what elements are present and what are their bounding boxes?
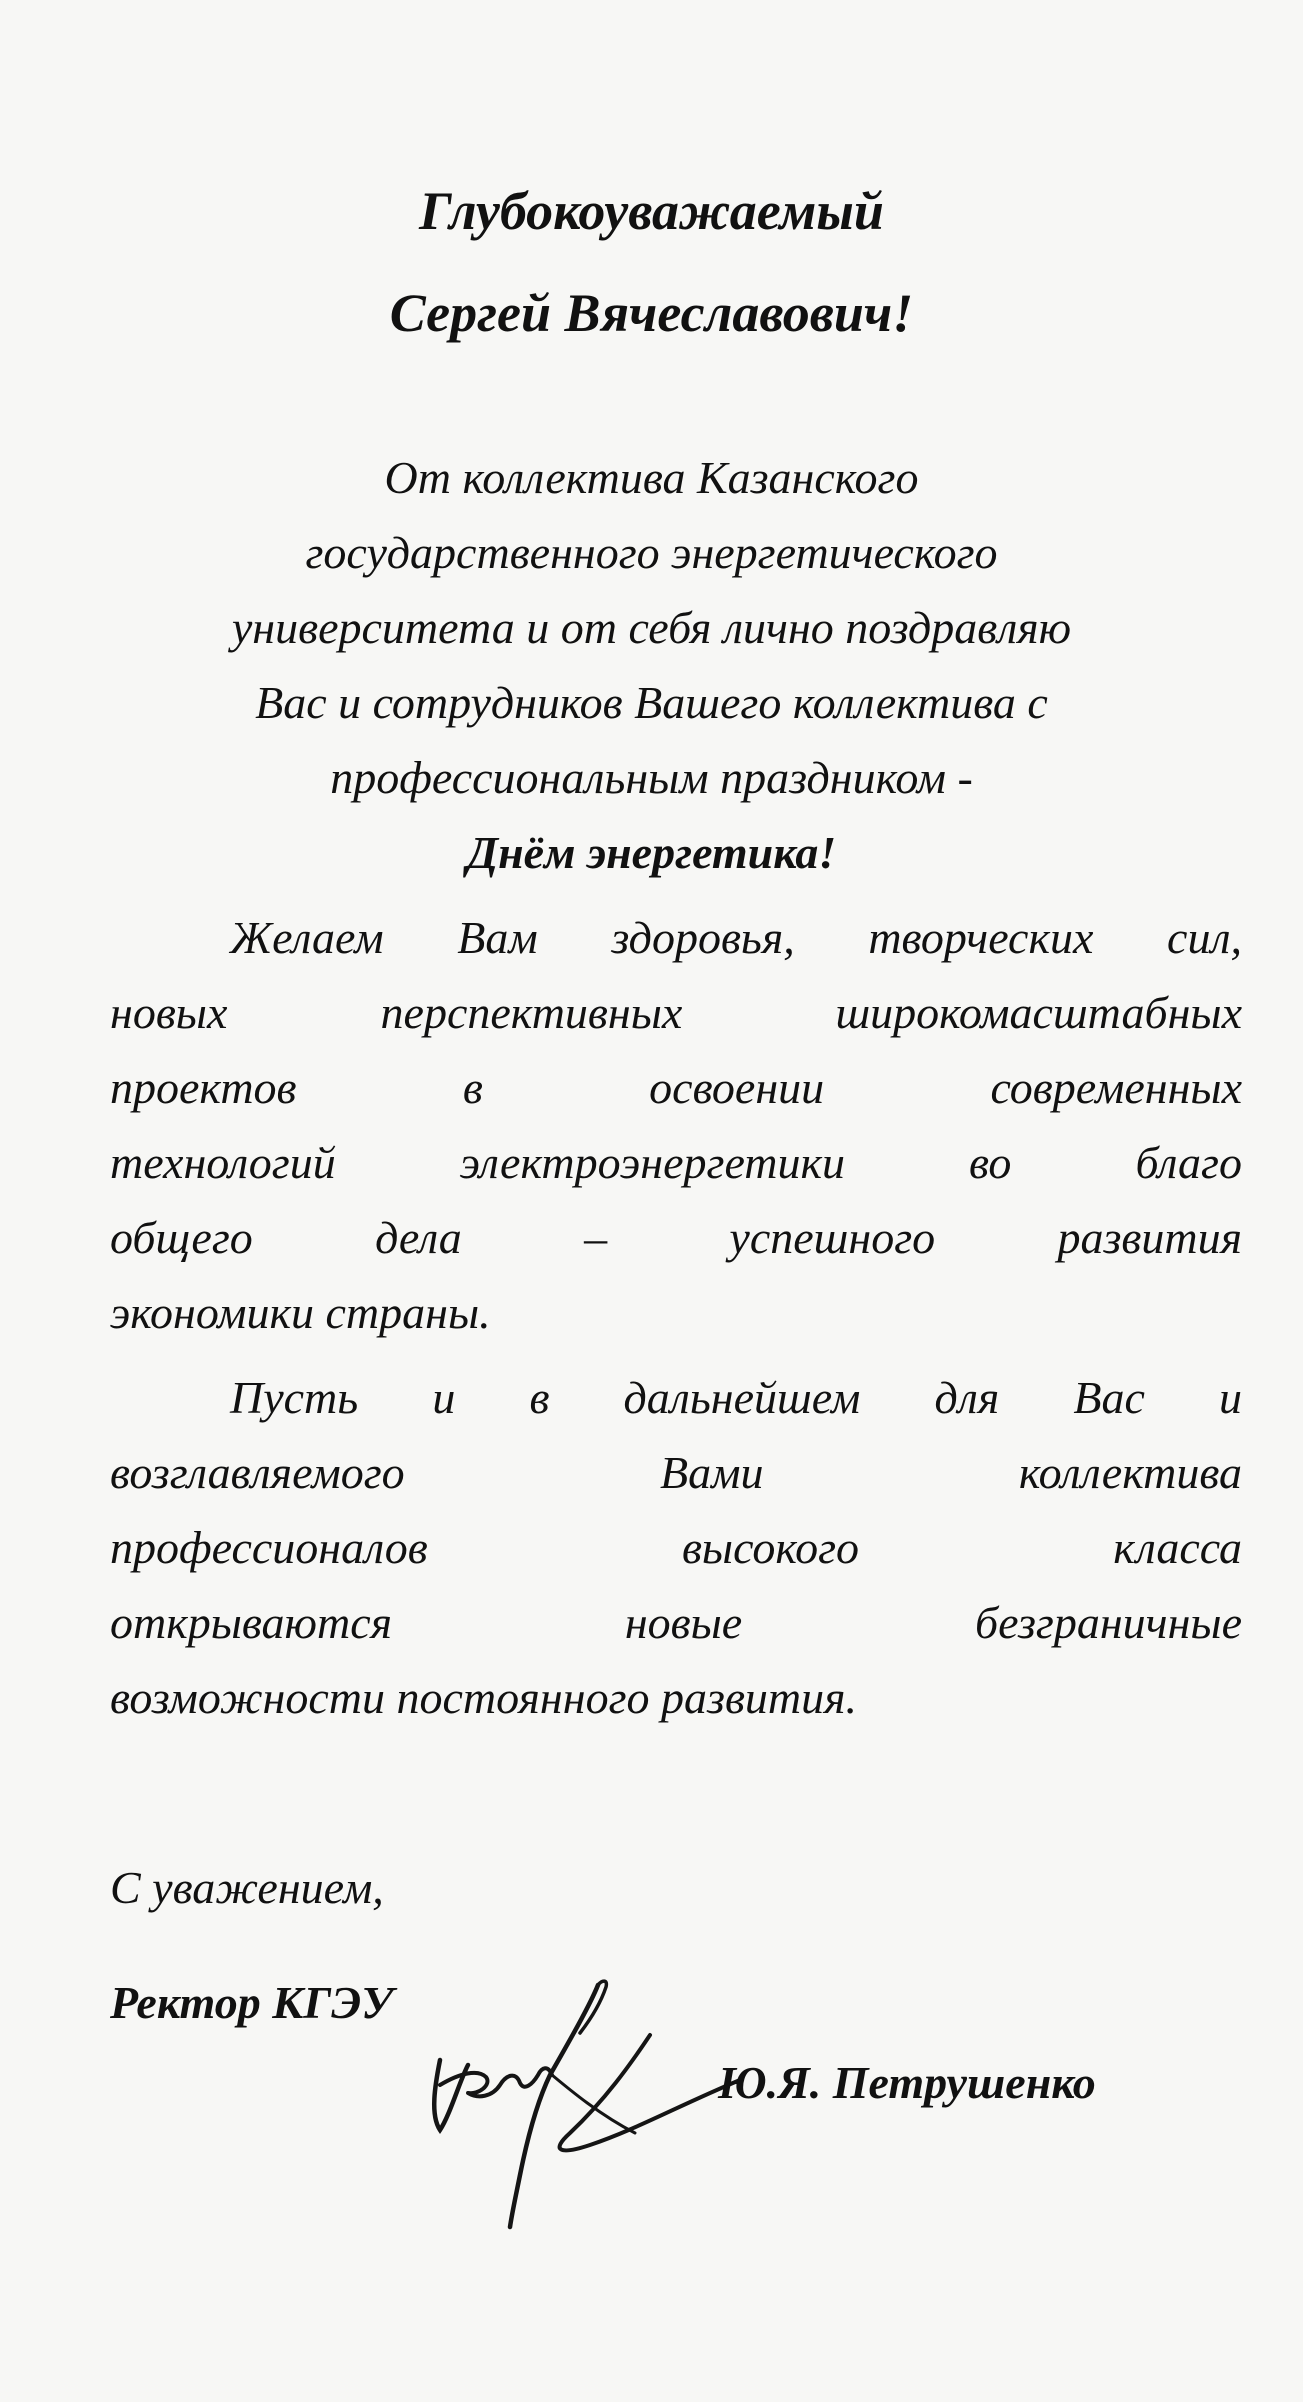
paragraph-line: новых перспективных широкомасштабных (110, 987, 1242, 1038)
intro-line: От коллектива Казанского (384, 452, 919, 503)
handwritten-signature (420, 1965, 760, 2235)
wish-paragraph-1 (110, 900, 1242, 1350)
intro-line: Вас и сотрудников Вашего коллектива с (255, 677, 1048, 728)
signer-position: Ректор КГЭУ (110, 1977, 394, 2028)
salutation-line: Глубокоуважаемый (419, 181, 884, 241)
intro-line: государственного энергетического (305, 527, 998, 578)
holiday-name: Днём энергетика! (466, 827, 837, 878)
paragraph-line: открываются новые безграничные (110, 1597, 1242, 1648)
closing-phrase: С уважением, (110, 1862, 384, 1913)
paragraph-line: проектов в освоении современных (110, 1062, 1242, 1113)
intro-line: университета и от себя лично поздравляю (231, 602, 1072, 653)
signer-name: Ю.Я. Петрушенко (718, 2057, 1096, 2108)
intro-line: профессиональным праздником - (330, 752, 973, 803)
paragraph-line: технологий электроэнергетики во благо (110, 1137, 1242, 1188)
paragraph-line: профессионалов высокого класса (110, 1522, 1242, 1573)
paragraph-line: Пусть и в дальнейшем для Вас и (230, 1372, 1242, 1423)
paragraph-line: возглавляемого Вами коллектива (110, 1447, 1242, 1498)
salutation-line: Сергей Вячеславович! (389, 283, 914, 343)
paragraph-line: общего дела – успешного развития (110, 1212, 1242, 1263)
congratulation-intro (0, 440, 1303, 890)
salutation (0, 160, 1303, 364)
paragraph-line: экономики страны. (110, 1287, 491, 1338)
paragraph-line: Желаем Вам здоровья, творческих сил, (230, 912, 1242, 963)
wish-paragraph-2 (110, 1360, 1242, 1735)
paragraph-line: возможности постоянного развития. (110, 1672, 858, 1723)
